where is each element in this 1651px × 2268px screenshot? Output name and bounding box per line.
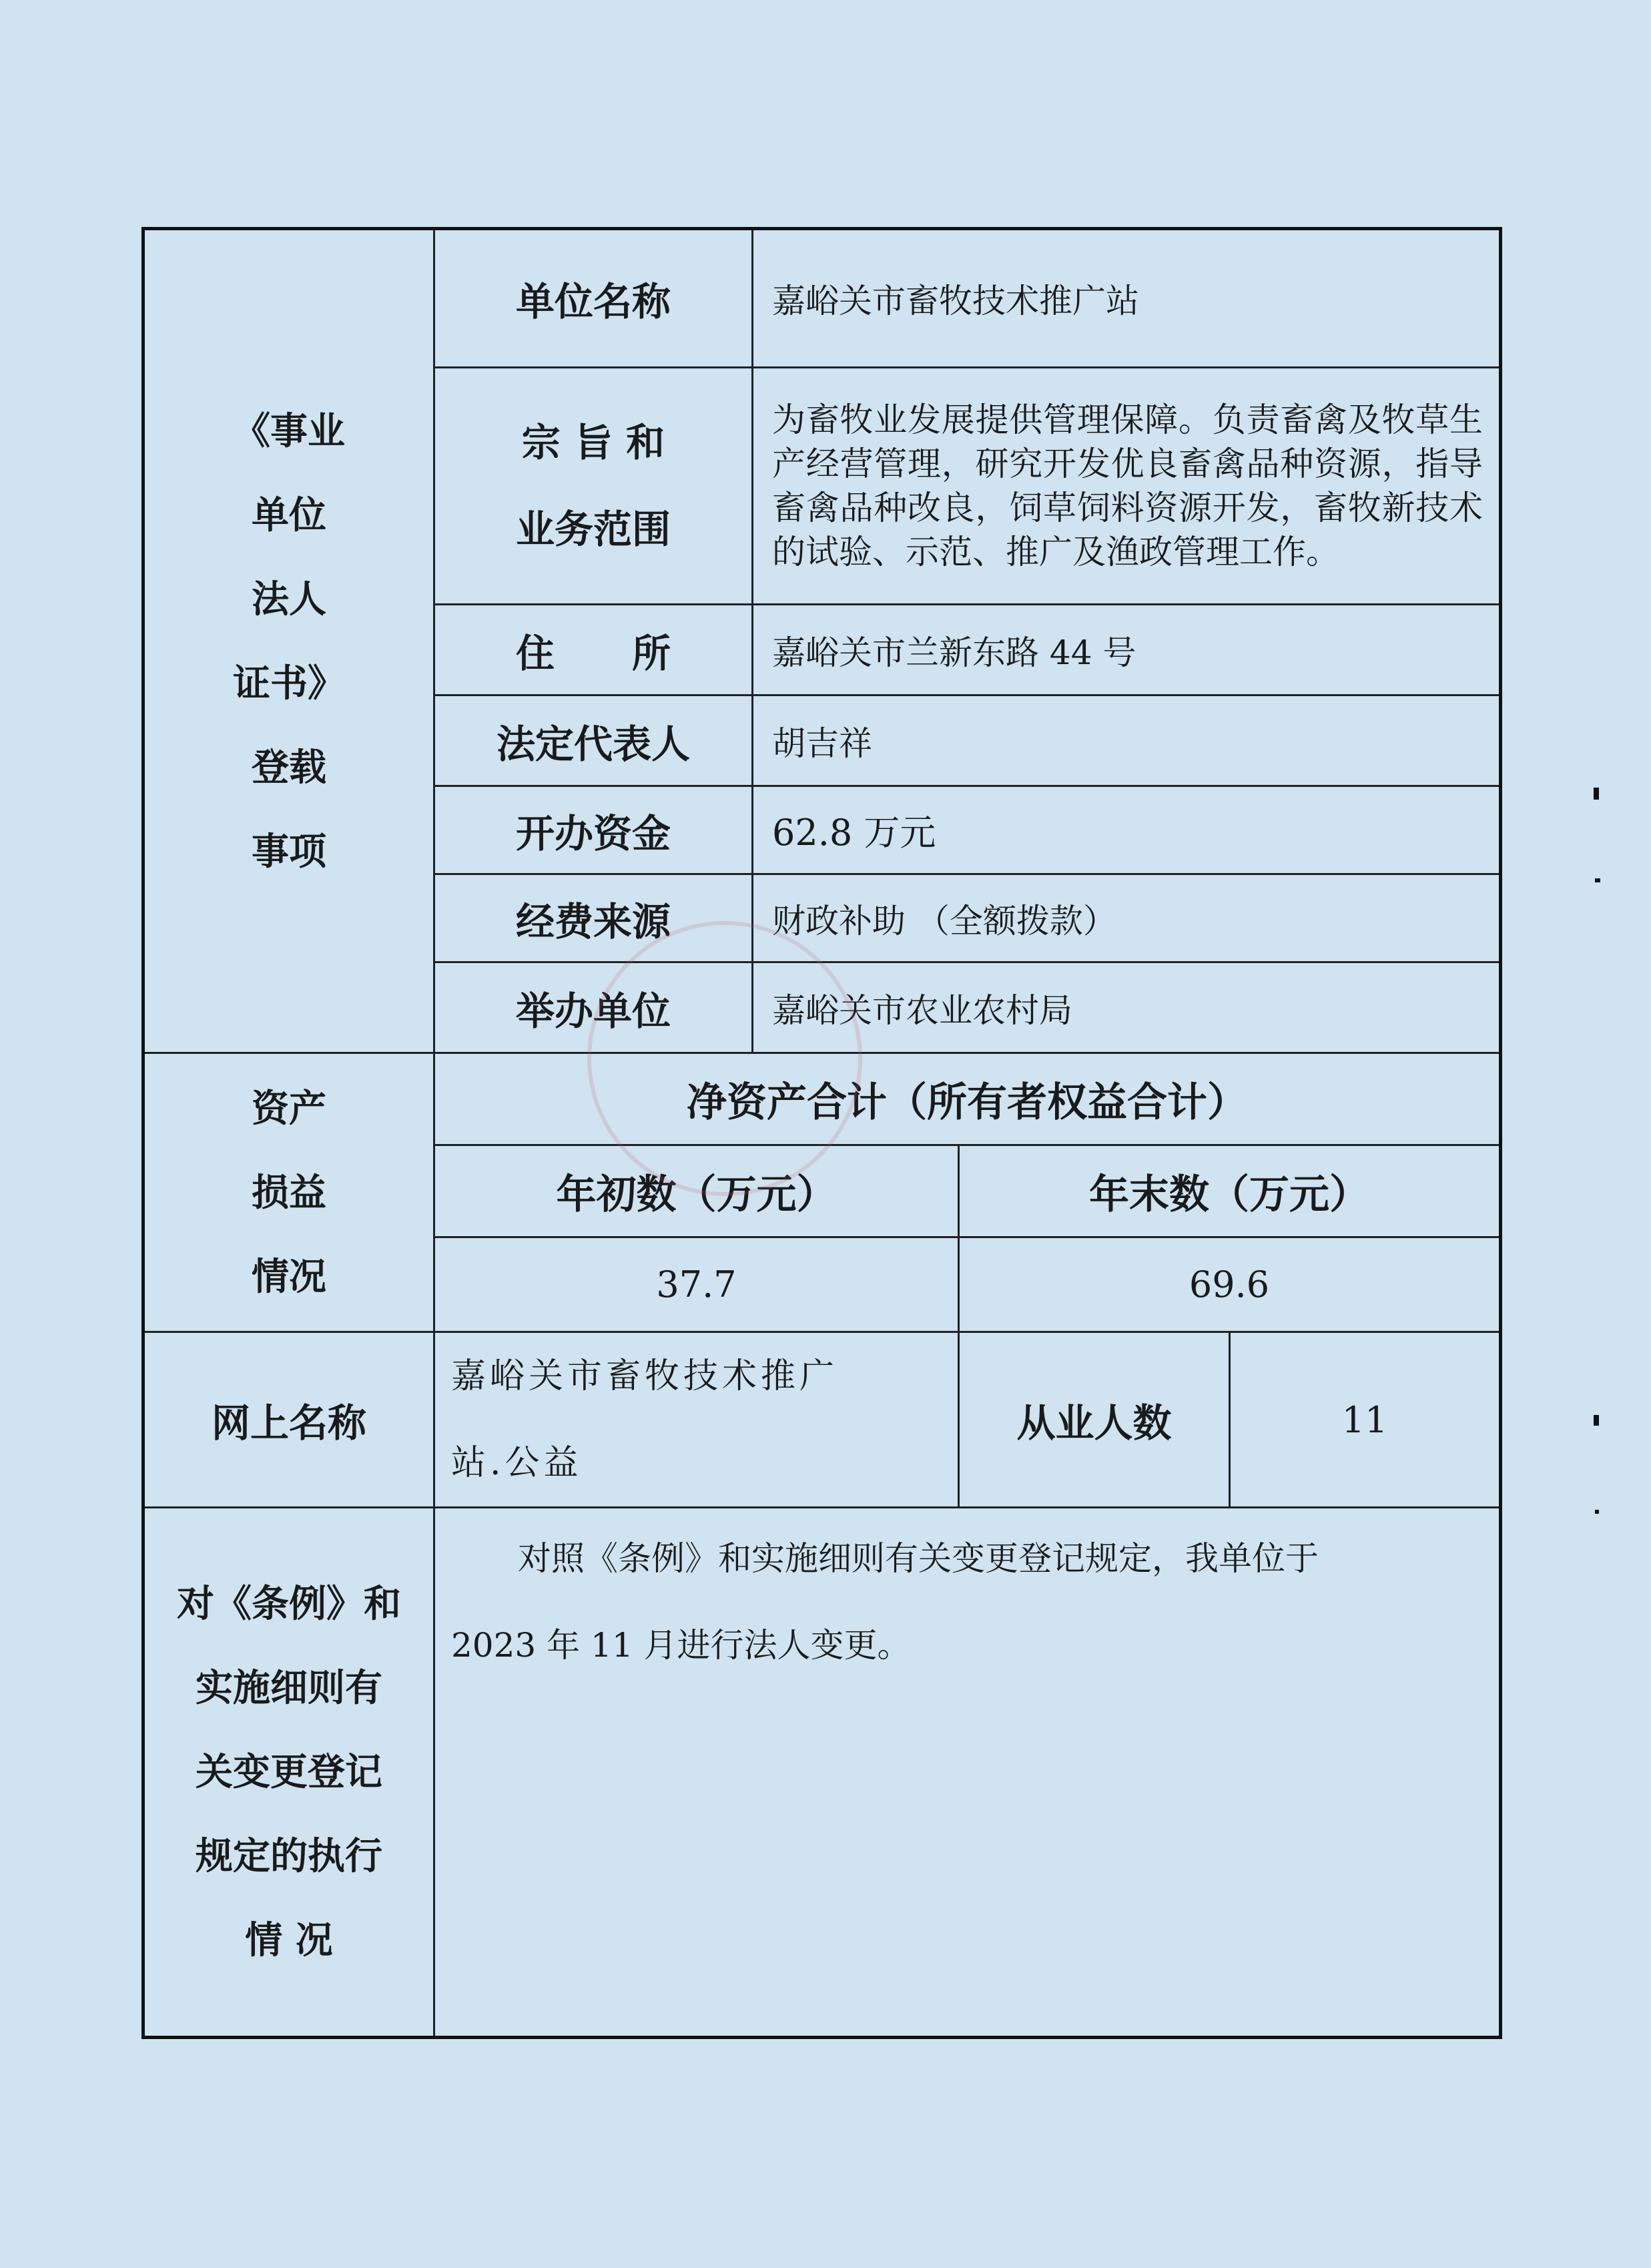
execution-label-line-5: 情 况 [245,1918,333,1962]
address-label: 住 所 [434,605,753,695]
capital-label: 开办资金 [434,786,753,874]
unit-name-value: 嘉峪关市畜牧技术推广站 [753,229,1501,368]
sponsor-label: 举办单位 [434,962,753,1053]
purpose-label-line-1: 宗 旨 和 [521,420,665,465]
execution-label-line-1: 对《条例》和 [177,1582,401,1626]
registration-form-table [141,227,1502,2039]
funding-source-label: 经费来源 [434,874,753,962]
certificate-section-label [143,229,434,1053]
net-assets-header: 净资产合计（所有者权益合计） [434,1053,1501,1145]
online-name-line-2: 站.公益 [451,1443,583,1483]
certificate-label-line-1: 《事业 [233,408,345,453]
scan-edge-mark [1594,1415,1599,1426]
online-name-label: 网上名称 [143,1332,434,1508]
scan-edge-mark [1594,788,1599,800]
row-online-name [143,1332,1501,1508]
purpose-value: 为畜牧业发展提供管理保障。负责畜禽及牧草生产经营管理，研究开发优良畜禽品种资源，指导畜禽品种改良，饲草饲料资源开发，畜牧新技术的试验、示范、推广及渔政管理工作。 [753,368,1501,605]
unit-name-label: 单位名称 [434,229,753,368]
begin-year-label: 年初数（万元） [434,1145,959,1237]
row-unit-name [143,229,1501,368]
execution-text-line-1: 对照《条例》和实施细则有关变更登记规定，我单位于 [518,1539,1319,1578]
sponsor-value: 嘉峪关市农业农村局 [753,962,1501,1053]
certificate-label-line-3: 法人 [252,577,326,621]
assets-label-line-2: 损益 [252,1170,326,1215]
purpose-label [434,368,753,605]
execution-label-line-4: 规定的执行 [196,1834,382,1878]
legal-rep-label: 法定代表人 [434,695,753,786]
purpose-label-line-2: 业务范围 [515,507,671,552]
execution-label-line-2: 实施细则有 [196,1666,382,1710]
execution-label-line-3: 关变更登记 [196,1750,382,1794]
execution-label [143,1508,434,2038]
staff-count-label: 从业人数 [959,1332,1230,1508]
row-assets-header [143,1053,1501,1145]
begin-year-value: 37.7 [434,1237,959,1332]
row-execution [143,1508,1501,2038]
online-name-line-1: 嘉峪关市畜牧技术推广 [451,1356,839,1396]
scan-edge-mark [1595,1510,1599,1514]
assets-section-label [143,1053,434,1332]
certificate-label-line-2: 单位 [252,493,326,537]
scan-edge-mark [1595,878,1600,882]
execution-text [434,1508,1501,2038]
certificate-label-line-5: 登载 [252,745,326,790]
funding-source-value: 财政补助 （全额拨款） [753,874,1501,962]
end-year-label: 年末数（万元） [959,1145,1501,1237]
certificate-label-line-4: 证书》 [233,661,345,705]
assets-label-line-3: 情况 [252,1254,326,1299]
end-year-value: 69.6 [959,1237,1501,1332]
assets-label-line-1: 资产 [252,1086,326,1131]
capital-value: 62.8 万元 [753,786,1501,874]
online-name-value [434,1332,959,1508]
staff-count-value: 11 [1230,1332,1501,1508]
certificate-label-line-6: 事项 [252,829,326,874]
legal-rep-value: 胡吉祥 [753,695,1501,786]
execution-text-line-2: 2023 年 11 月进行法人变更。 [451,1626,911,1665]
address-value: 嘉峪关市兰新东路 44 号 [753,605,1501,695]
